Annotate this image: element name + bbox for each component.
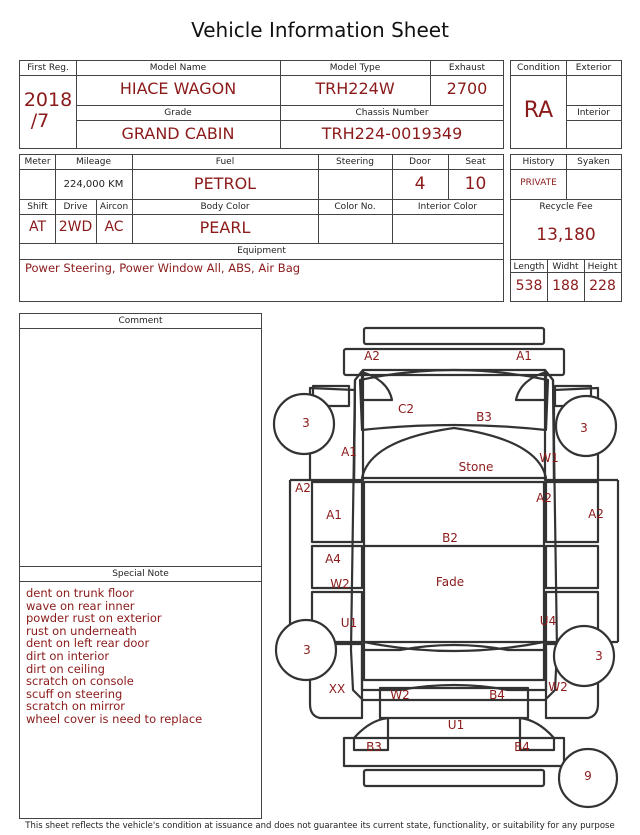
meter-label: Meter	[24, 157, 51, 167]
main-info-box	[19, 60, 504, 149]
special-note-list	[26, 587, 258, 726]
syaken-label: Syaken	[577, 157, 610, 167]
mark-front-right: A1	[516, 349, 532, 363]
drive-value: 2WD	[58, 219, 93, 235]
interior-color-label: Interior Color	[417, 202, 478, 212]
list-item: dent on left rear door	[26, 636, 150, 651]
model-name-label: Model Name	[149, 63, 207, 73]
mark-wheel-rr: 3	[595, 649, 603, 663]
condition-label: Condition	[517, 63, 560, 73]
list-item: powder rust on exterior	[26, 611, 162, 626]
list-item: wave on rear inner	[26, 598, 135, 613]
mark-rear-panel: U1	[447, 718, 465, 732]
mark-tail-l: W2	[390, 688, 410, 702]
equipment-label: Equipment	[237, 246, 286, 256]
shift-label: Shift	[27, 202, 48, 212]
history-label: History	[522, 157, 555, 167]
list-item: wheel cover is need to replace	[26, 711, 203, 726]
mark-door-l-w2: W2	[330, 577, 350, 591]
footer-disclaimer: This sheet reflects the vehicle's condition at issuance and does not guarantee its current state, functionality, or suitability for any purpose	[25, 821, 615, 831]
mark-hood-right: B3	[476, 410, 492, 424]
shift-value: AT	[28, 219, 47, 235]
fuel-label: Fuel	[215, 157, 235, 167]
door-label: Door	[409, 157, 431, 167]
mark-fender-r: W1	[539, 451, 559, 465]
seat-value: 10	[464, 174, 487, 194]
first-reg-month: /7	[30, 110, 50, 132]
body-color-label: Body Color	[200, 202, 250, 212]
list-item: scuff on steering	[26, 686, 123, 701]
exhaust-value: 2700	[446, 79, 488, 98]
mark-rear-l-corner: XX	[328, 682, 346, 696]
grade-label: Grade	[164, 108, 192, 118]
exterior-label: Exterior	[575, 63, 612, 73]
interior-label: Interior	[577, 108, 610, 118]
height-label: Height	[587, 262, 618, 272]
length-label: Length	[513, 262, 545, 272]
mark-fender-l: A1	[341, 445, 357, 459]
mark-side-l-outer: A2	[295, 481, 311, 495]
first-reg-label: First Reg.	[27, 63, 69, 73]
model-type-value: TRH224W	[315, 79, 395, 98]
mark-bumper-l: B3	[366, 740, 382, 754]
door-value: 4	[414, 174, 426, 194]
mark-wheel-rl: 3	[303, 643, 311, 657]
drive-label: Drive	[63, 202, 88, 212]
model-name-value: HIACE WAGON	[119, 79, 237, 98]
recycle-fee-label: Recycle Fee	[539, 202, 593, 212]
mileage-label: Mileage	[75, 157, 112, 167]
recycle-fee-value: 13,180	[536, 225, 596, 245]
steering-label: Steering	[336, 157, 374, 167]
spec-box	[19, 154, 504, 302]
grade-value: GRAND CABIN	[121, 124, 235, 143]
mark-spare: 9	[584, 769, 592, 783]
mark-bumper-r: B4	[514, 740, 530, 754]
mark-door-l-a4: A4	[325, 552, 341, 566]
mark-windshield: Stone	[458, 460, 494, 474]
body-color-value: PEARL	[199, 218, 251, 237]
mark-tail-r: B4	[489, 688, 505, 702]
wheel-rear-right	[554, 626, 614, 686]
aircon-value: AC	[104, 219, 124, 235]
color-no-label: Color No.	[334, 202, 376, 212]
mark-roof: B2	[442, 531, 458, 545]
comment-label: Comment	[118, 316, 163, 326]
list-item: dirt on interior	[26, 648, 110, 663]
mark-side-r-outer: A2	[536, 491, 552, 505]
equipment-value: Power Steering, Power Window All, ABS, Air Bag	[25, 261, 301, 275]
car-damage-diagram	[270, 320, 632, 820]
exhaust-label: Exhaust	[448, 63, 486, 73]
model-type-label: Model Type	[329, 63, 381, 73]
condition-value: RA	[523, 98, 554, 123]
seat-label: Seat	[465, 157, 486, 167]
mark-roof-rear: Fade	[435, 575, 465, 589]
height-value: 228	[589, 278, 616, 294]
mark-rear-r-corner: W2	[548, 680, 568, 694]
mark-wheel-fr: 3	[580, 421, 588, 435]
first-reg-year: 2018	[23, 89, 73, 111]
mark-sill-r: U4	[539, 614, 557, 628]
mark-front-left: A2	[364, 349, 380, 363]
condition-box	[510, 60, 622, 149]
chassis-value: TRH224-0019349	[321, 124, 463, 143]
list-item: dirt on ceiling	[26, 661, 105, 676]
chassis-label: Chassis Number	[355, 108, 429, 118]
comment-box	[19, 313, 262, 819]
mark-door-l-front: A1	[326, 508, 342, 522]
list-item: dent on trunk floor	[26, 586, 134, 600]
mark-side-r-inner: A2	[588, 507, 604, 521]
list-item: scratch on console	[26, 674, 134, 689]
list-item: rust on underneath	[26, 623, 137, 638]
special-note-label: Special Note	[112, 569, 169, 579]
history-value: PRIVATE	[520, 178, 557, 188]
list-item: scratch on mirror	[26, 699, 126, 714]
fuel-value: PETROL	[193, 174, 257, 193]
length-value: 538	[515, 278, 543, 294]
mileage-value: 224,000 KM	[63, 179, 124, 190]
width-label: Widht	[552, 262, 579, 272]
mark-hood-left: C2	[397, 402, 415, 416]
mark-wheel-fl: 3	[302, 416, 310, 430]
width-value: 188	[552, 278, 579, 294]
history-box	[510, 154, 622, 302]
mark-sill-l: U1	[340, 616, 358, 630]
sheet-title: Vehicle Information Sheet	[191, 18, 449, 42]
aircon-label: Aircon	[99, 202, 129, 212]
